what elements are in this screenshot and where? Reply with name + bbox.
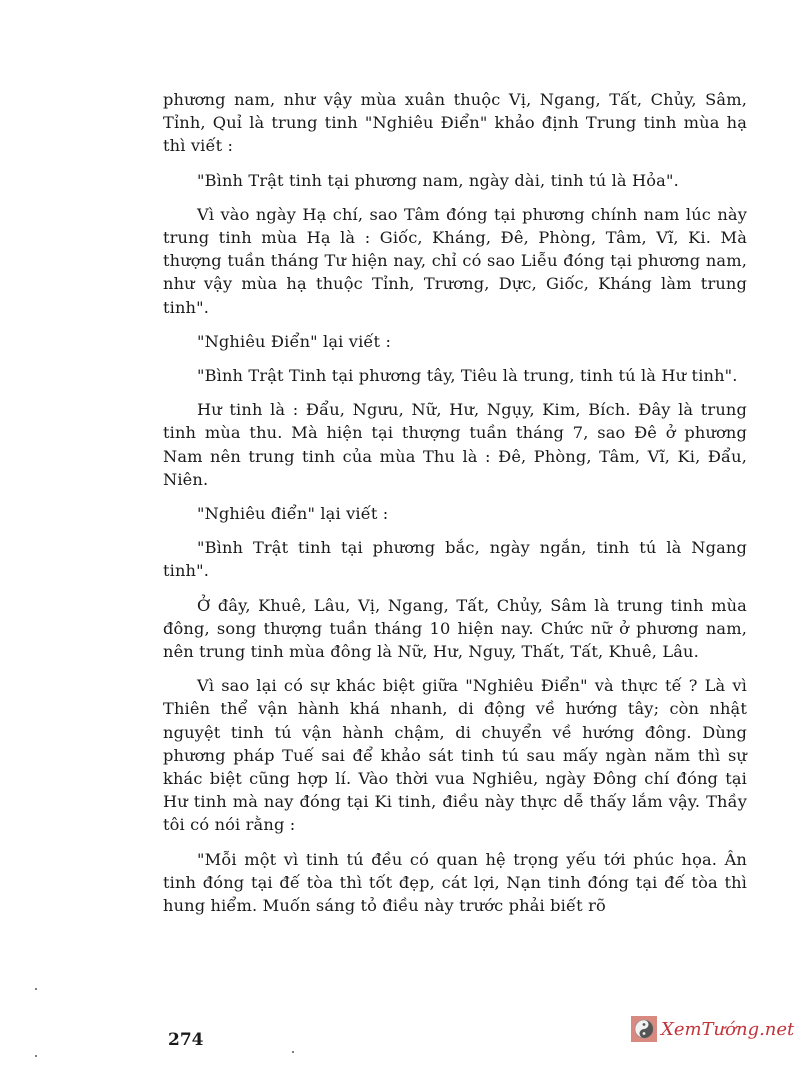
paragraph: "Bình Trật tinh tại phương bắc, ngày ngắn, tinh tú là Ngang tinh".	[163, 538, 747, 581]
paragraph: Ở đây, Khuê, Lâu, Vị, Ngang, Tất, Chủy, Sâm là trung tinh mùa đông, song thượng tuần tháng 10 hiện nay. Chức nữ ở phương nam, nên trung tinh mùa đông là Nữ, Hư, Nguy, Thất, Tất, Khuê, Lâu.	[163, 595, 747, 662]
paragraph: "Nghiêu điển" lại viết :	[197, 504, 389, 524]
yin-yang-icon	[631, 1016, 657, 1042]
paragraph: "Bình Trật tinh tại phương nam, ngày dài, tinh tú là Hỏa".	[197, 170, 679, 190]
document-body	[163, 88, 747, 928]
paragraph: "Nghiêu Điển" lại viết :	[197, 331, 392, 351]
page-number: 274	[168, 1030, 204, 1050]
watermark-text: XemTướng.net	[661, 1018, 795, 1040]
paragraph: phương nam, như vậy mùa xuân thuộc Vị, Ngang, Tất, Chủy, Sâm, Tỉnh, Quỉ là trung tinh "Nghiêu Điển" khảo định Trung tinh mùa hạ thì viết :	[163, 90, 747, 156]
paragraph: "Mỗi một vì tinh tú đều có quan hệ trọng yếu tới phúc họa. Ân tinh đóng tại đế tòa thì tốt đẹp, cát lợi, Nạn tinh đóng tại đế tòa thì hung hiểm. Muốn sáng tỏ điều này trước phải biết rõ	[163, 849, 747, 916]
paragraph: Vì sao lại có sự khác biệt giữa "Nghiêu Điển" và thực tế ? Là vì Thiên thể vận hành khá nhanh, di động về hướng tây; còn nhật nguyệt tinh tú vận hành chậm, di chuyển về hướng đông. Dùng phương pháp Tuế sai để khảo sát tinh tú sau mấy ngàn năm thì sự khác biệt cũng hợp lí. Vào thời vua Nghiêu, ngày Đông chí đóng tại Hư tinh mà nay đóng tại Ki tinh, điều này thực dễ thấy lắm vậy. Thầy tôi có nói rằng :	[163, 676, 747, 835]
paragraph: "Bình Trật Tinh tại phương tây, Tiêu là trung, tinh tú là Hư tinh".	[197, 366, 738, 386]
scan-speck	[35, 988, 37, 990]
watermark	[631, 1016, 794, 1042]
scan-speck	[292, 1051, 294, 1053]
paragraph: Vì vào ngày Hạ chí, sao Tâm đóng tại phương chính nam lúc này trung tinh mùa Hạ là : Giốc, Kháng, Đê, Phòng, Tâm, Vĩ, Ki. Mà thượng tuần tháng Tư hiện nay, chỉ có sao Liễu đóng tại phương nam, như vậy mùa hạ thuộc Tỉnh, Trương, Dực, Giốc, Kháng làm trung tinh".	[163, 204, 747, 317]
paragraph: Hư tinh là : Đẩu, Ngưu, Nữ, Hư, Ngụy, Kim, Bích. Đây là trung tinh mùa thu. Mà hiện tại thượng tuần tháng 7, sao Đê ở phương Nam nên trung tinh của mùa Thu là : Đê, Phòng, Tâm, Vĩ, Ki, Đẩu, Niên.	[163, 400, 747, 489]
scan-speck	[35, 1055, 37, 1057]
